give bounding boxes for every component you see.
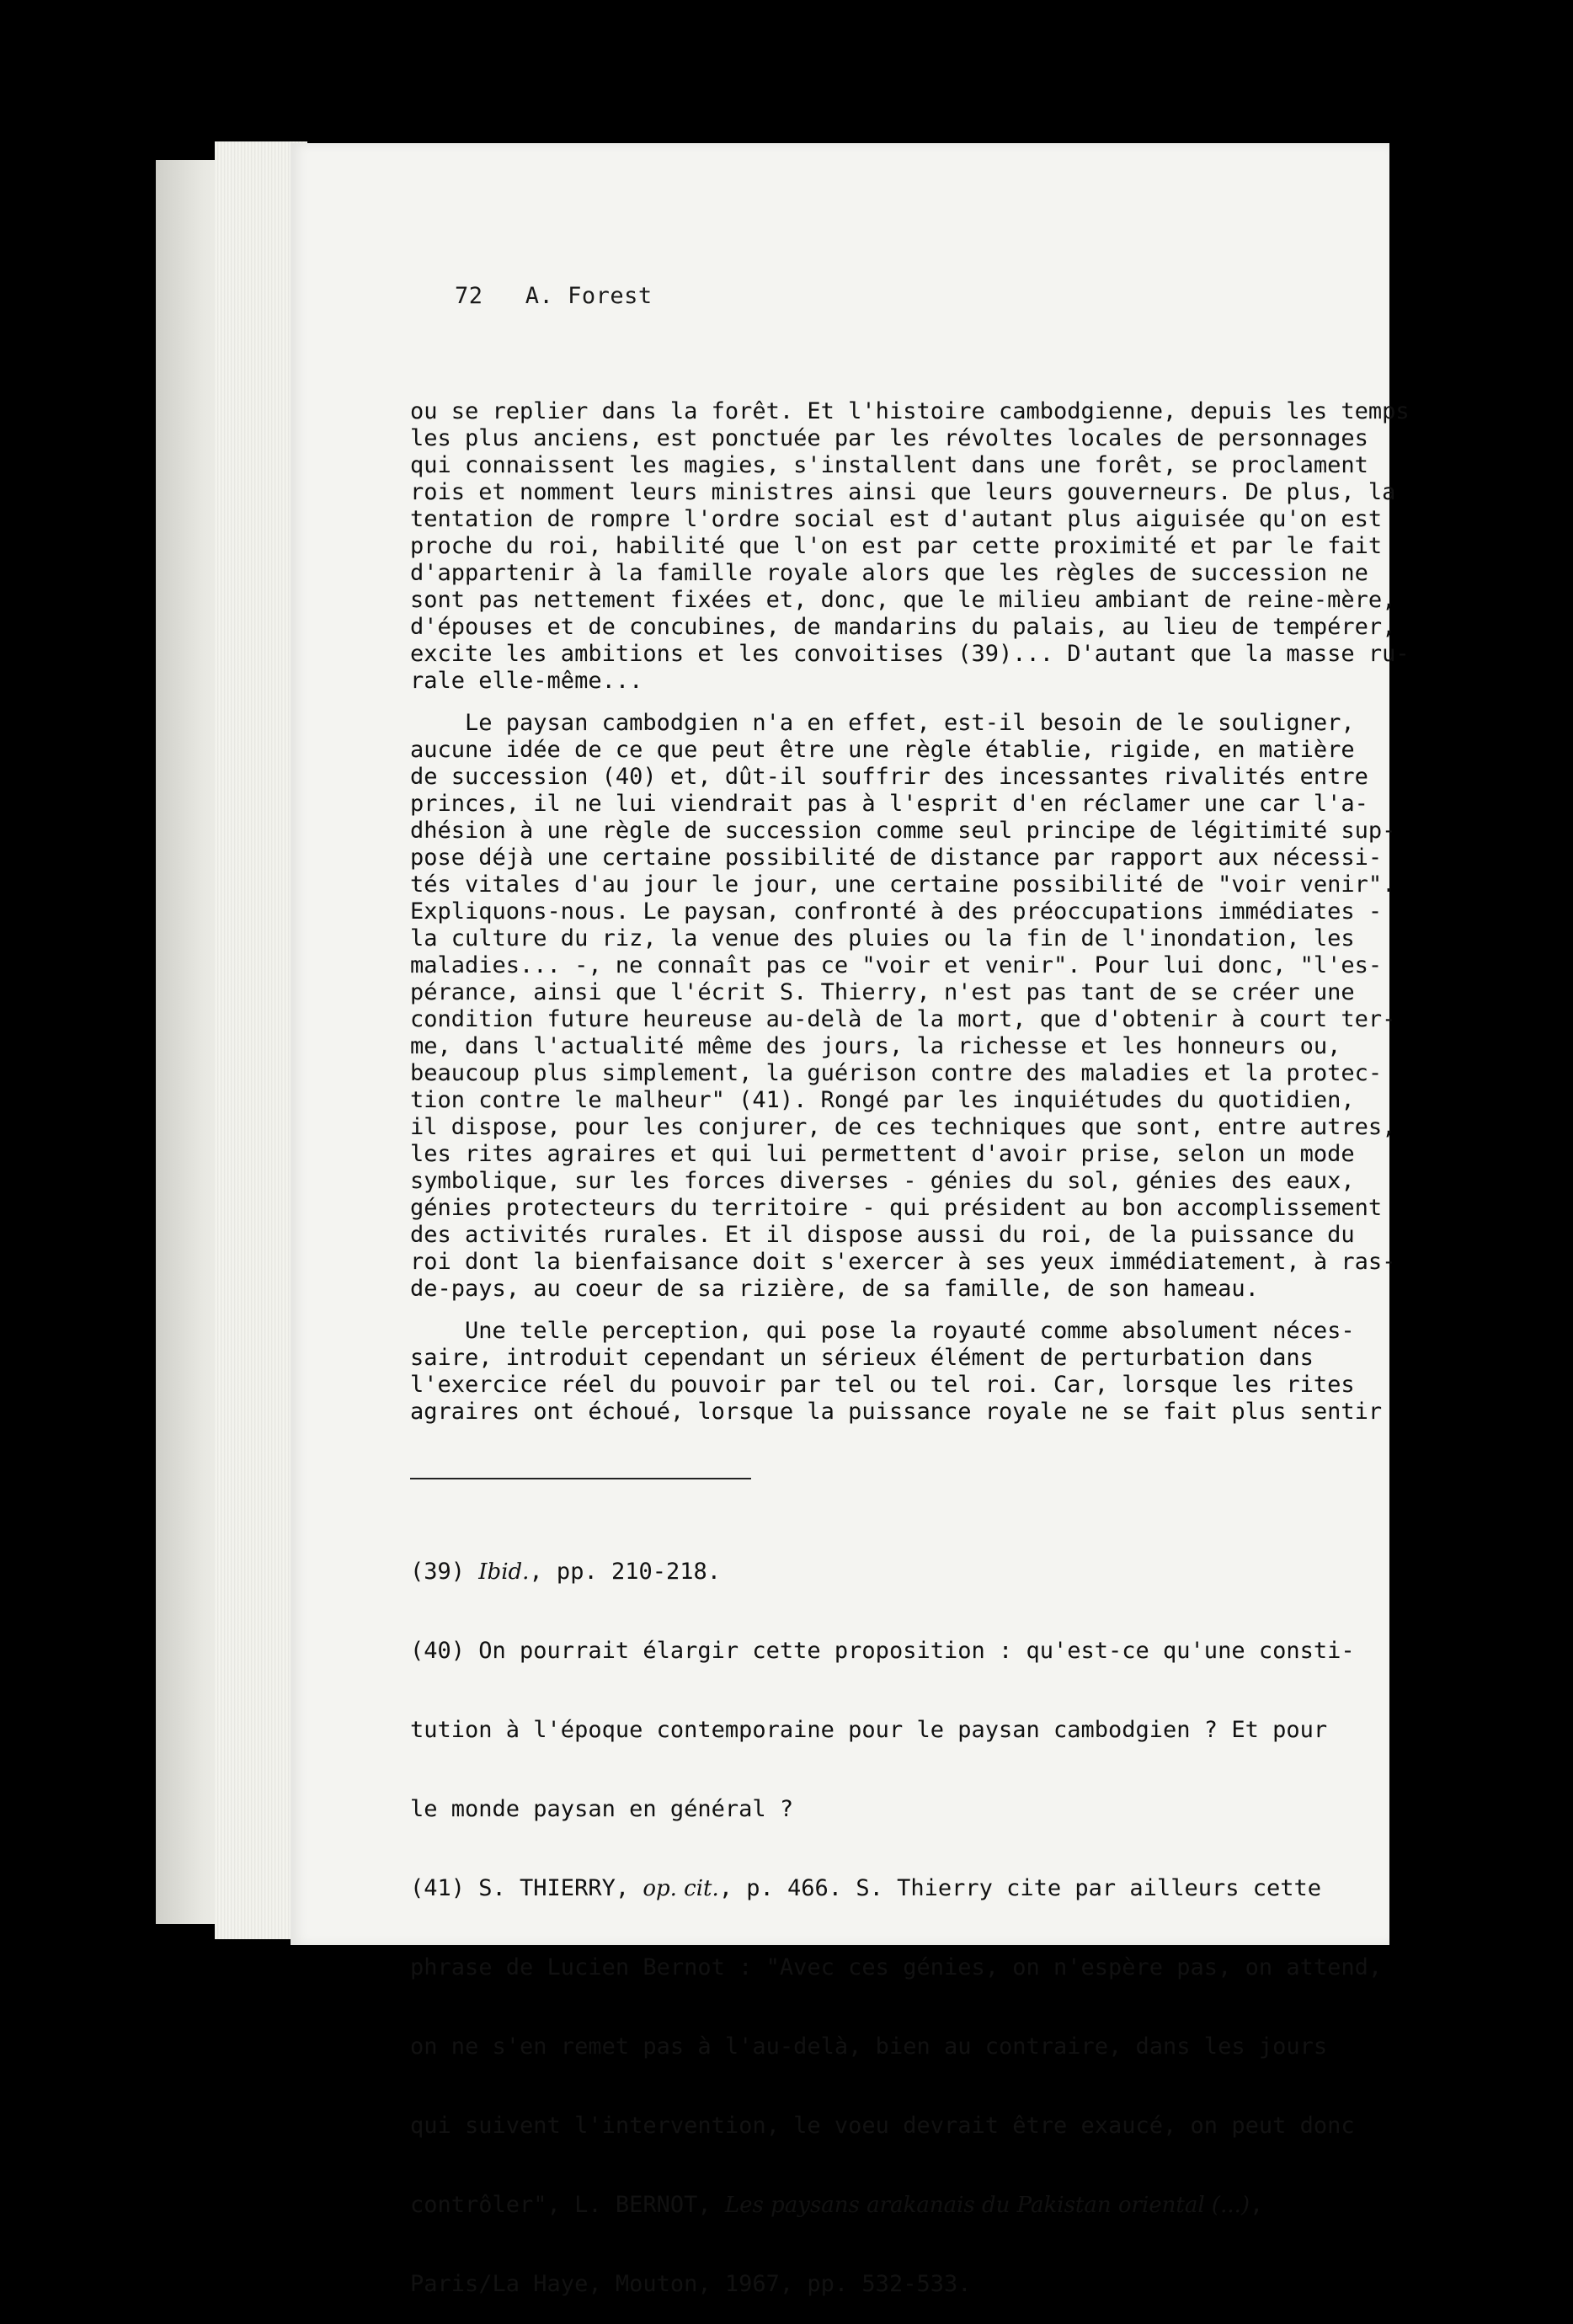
body-line: rois et nomment leurs ministres ainsi que leurs gouverneurs. De plus, la — [410, 479, 1396, 505]
body-line: tion contre le malheur" (41). Rongé par les inquiétudes du quotidien, — [410, 1087, 1355, 1113]
body-line: sont pas nettement fixées et, donc, que le milieu ambiant de reine-mère, — [410, 587, 1396, 613]
body-line: d'appartenir à la famille royale alors que les règles de succession ne — [410, 560, 1368, 586]
body-line: princes, il ne lui viendrait pas à l'esprit d'en réclamer une car l'a- — [410, 791, 1368, 817]
body-line: agraires ont échoué, lorsque la puissance royale ne se fait plus sentir — [410, 1399, 1383, 1425]
body-line: maladies... -, ne connaît pas ce "voir et venir". Pour lui donc, "l'es- — [410, 952, 1383, 978]
body-line: excite les ambitions et les convoitises (39)... D'autant que la masse ru- — [410, 641, 1410, 667]
body-line: Expliquons-nous. Le paysan, confronté à des préoccupations immédiates - — [410, 898, 1383, 925]
body-line: Le paysan cambodgien n'a en effet, est-il besoin de le souligner, — [410, 710, 1355, 736]
body-line: de succession (40) et, dût-il souffrir des incessantes rivalités entre — [410, 764, 1368, 790]
body-line: la culture du riz, la venue des pluies ou la fin de l'inondation, les — [410, 925, 1355, 951]
footnote-40-line: tution à l'époque contemporaine pour le paysan cambodgien ? Et pour — [410, 1717, 1328, 1743]
body-line: proche du roi, habilité que l'on est par cette proximité et par le fait — [410, 533, 1383, 559]
page-number: 72 — [455, 283, 483, 309]
body-line: beaucoup plus simplement, la guérison contre des maladies et la protec- — [410, 1060, 1383, 1086]
body-line: tentation de rompre l'ordre social est d'autant plus aiguisée qu'on est — [410, 506, 1383, 532]
body-line: roi dont la bienfaisance doit s'exercer à ses yeux immédiatement, à ras- — [410, 1249, 1396, 1275]
body-line: pérance, ainsi que l'écrit S. Thierry, n'est pas tant de se créer une — [410, 979, 1355, 1005]
body-line: génies protecteurs du territoire - qui président au bon accomplissement — [410, 1195, 1383, 1221]
footnote-41-line: qui suivent l'intervention, le voeu devrait être exaucé, on peut donc — [410, 2113, 1355, 2139]
body-line: rale elle-même... — [410, 668, 643, 694]
body-line: de-pays, au coeur de sa rizière, de sa famille, de son hameau. — [410, 1276, 1259, 1302]
body-line: les rites agraires et qui lui permettent d'avoir prise, selon un mode — [410, 1141, 1355, 1167]
body-line: dhésion à une règle de succession comme seul principe de légitimité sup- — [410, 818, 1396, 844]
body-line: les plus anciens, est ponctuée par les révoltes locales de personnages — [410, 425, 1368, 451]
footnote-41-line: contrôler", L. BERNOT, Les paysans arakanais du Pakistan oriental (...), — [410, 2192, 1264, 2218]
body-line: saire, introduit cependant un sérieux élément de perturbation dans — [410, 1345, 1314, 1371]
footnote-41-line: on ne s'en remet pas à l'au-delà, bien au contraire, dans les jours — [410, 2034, 1328, 2060]
paragraph-gap — [410, 1303, 1397, 1318]
body-line: me, dans l'actualité même des jours, la richesse et les honneurs ou, — [410, 1033, 1341, 1059]
footnote-rule — [410, 1478, 751, 1479]
body-line: pose déjà une certaine possibilité de distance par rapport aux nécessi- — [410, 845, 1383, 871]
footnote-40-line: (40) On pourrait élargir cette proposition : qu'est-ce qu'une consti- — [410, 1638, 1355, 1664]
body-line: qui connaissent les magies, s'installent dans une forêt, se proclament — [410, 452, 1368, 478]
footnote-39: (39) Ibid., pp. 210-218. — [410, 1559, 721, 1585]
body-line: il dispose, pour les conjurer, de ces techniques que sont, entre autres, — [410, 1114, 1396, 1140]
header-author: A. Forest — [525, 283, 653, 309]
body-text — [410, 398, 1410, 1426]
body-line: condition future heureuse au-delà de la mort, que d'obtenir à court ter- — [410, 1006, 1396, 1032]
footnote-40-line: le monde paysan en général ? — [410, 1796, 794, 1822]
running-header — [455, 283, 653, 309]
footnote-41: (41) S. THIERRY, op. cit., p. 466. S. Thierry cite par ailleurs cette — [410, 1875, 1322, 1901]
footnotes — [410, 1506, 1397, 2324]
body-line: l'exercice réel du pouvoir par tel ou tel roi. Car, lorsque les rites — [410, 1372, 1355, 1398]
body-line: symbolique, sur les forces diverses - génies du sol, génies des eaux, — [410, 1168, 1355, 1194]
footnote-41-line: Paris/La Haye, Mouton, 1967, pp. 532-533. — [410, 2271, 972, 2297]
footnote-41-line: phrase de Lucien Bernot : "Avec ces génies, on n'espère pas, on attend, — [410, 1954, 1383, 1980]
body-line: tés vitales d'au jour le jour, une certaine possibilité de "voir venir". — [410, 872, 1396, 898]
body-line: des activités rurales. Et il dispose aussi du roi, de la puissance du — [410, 1222, 1355, 1248]
body-line: ou se replier dans la forêt. Et l'histoire cambodgienne, depuis les temps — [410, 398, 1410, 424]
body-line: aucune idée de ce que peut être une règle établie, rigide, en matière — [410, 737, 1355, 763]
paragraph-gap — [410, 695, 1397, 710]
body-line: Une telle perception, qui pose la royauté comme absolument néces- — [410, 1318, 1355, 1344]
body-line: d'épouses et de concubines, de mandarins du palais, au lieu de tempérer, — [410, 614, 1396, 640]
